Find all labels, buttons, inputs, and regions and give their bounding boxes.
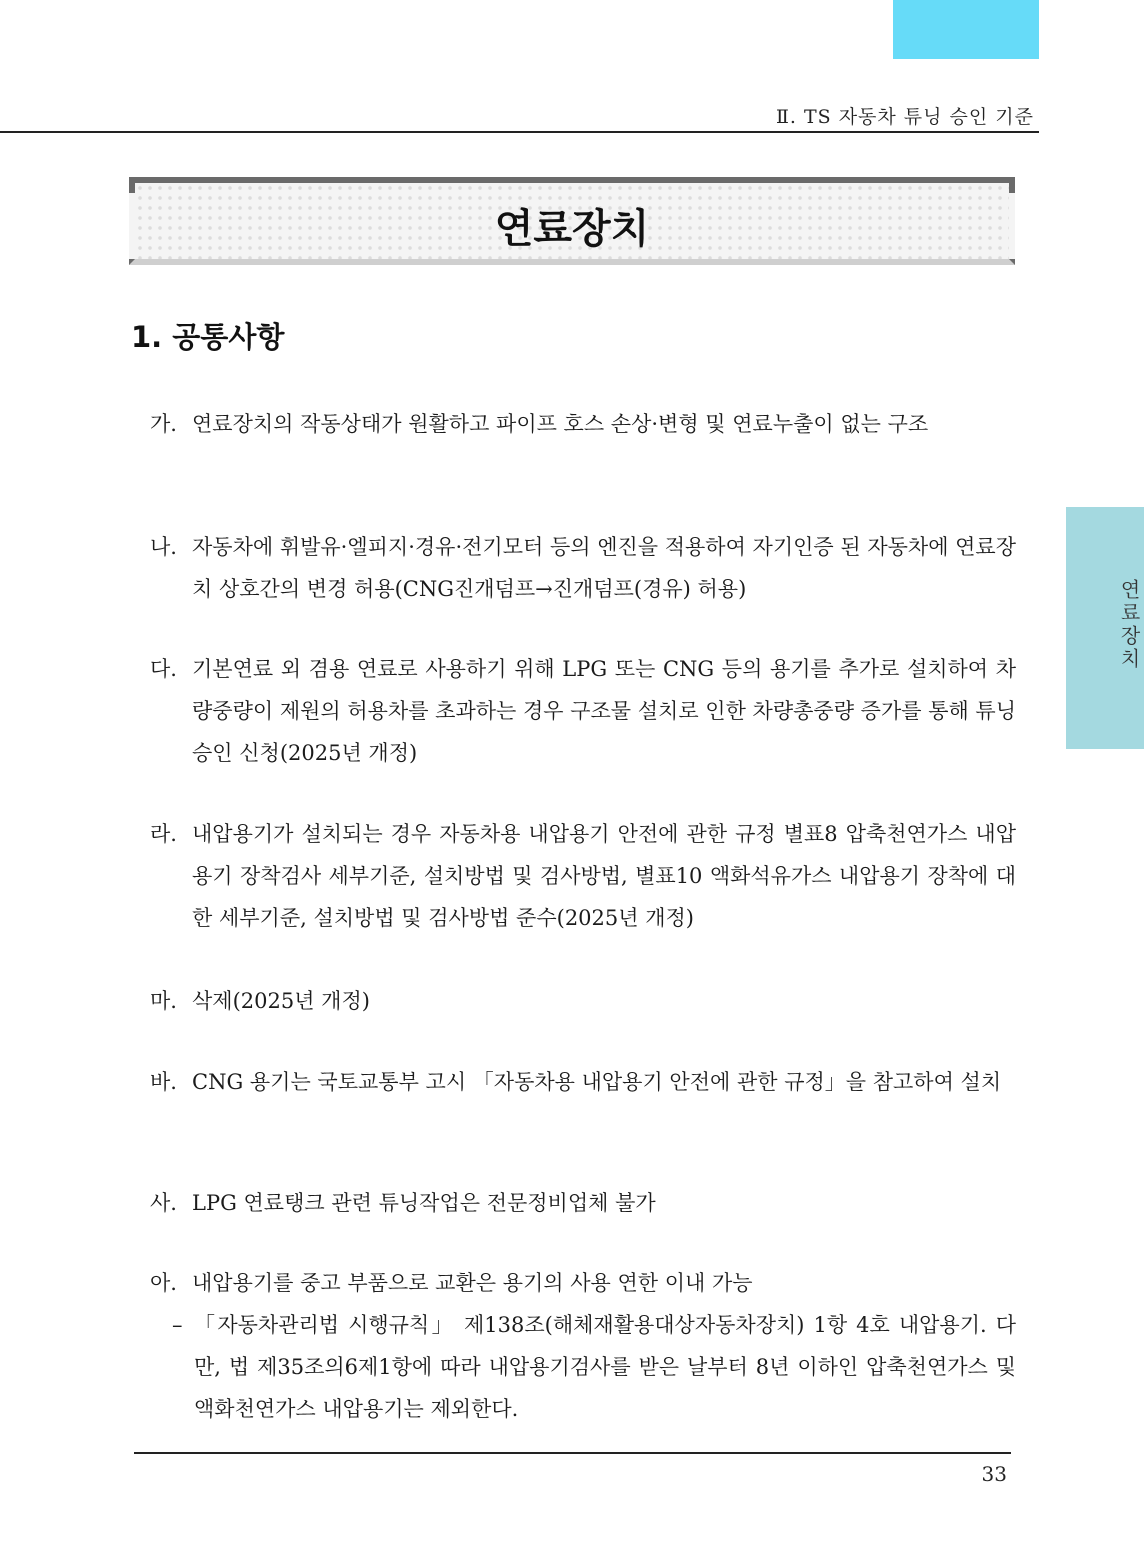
list-item-text: 연료장치의 작동상태가 원활하고 파이프 호스 손상·변형 및 연료누출이 없는 구조 bbox=[192, 412, 929, 436]
list-item-text: 「자동차관리법 시행규칙」 제138조(해체재활용대상자동차장치) 1항 4호 내압용기. 다만, 법 제35조의6제1항에 따라 내압용기검사를 받은 날부터 8년 이하인 압축천연가스 및 액화천연가스 내압용기는 제외한다. bbox=[194, 1313, 1016, 1421]
list-item-marker: 사. bbox=[150, 1191, 177, 1215]
list-item bbox=[150, 648, 1016, 774]
side-chapter-tab-label: 연료장치 bbox=[1117, 579, 1141, 671]
side-chapter-tab bbox=[1066, 507, 1144, 749]
corner-color-tab bbox=[893, 0, 1039, 59]
list-item-text: 삭제(2025년 개정) bbox=[192, 989, 370, 1013]
list-item-marker: 마. bbox=[150, 989, 177, 1013]
section-heading: 1. 공통사항 bbox=[131, 320, 285, 354]
list-item-text: LPG 연료탱크 관련 튜닝작업은 전문정비업체 불가 bbox=[192, 1191, 656, 1215]
list-item-text: CNG 용기는 국토교통부 고시 「자동차용 내압용기 안전에 관한 규정」을 참고하여 설치 bbox=[192, 1070, 1002, 1094]
list-item bbox=[150, 1061, 1016, 1103]
list-item bbox=[150, 1262, 1016, 1304]
list-item bbox=[150, 813, 1016, 939]
list-item-text: 내압용기를 중고 부품으로 교환은 용기의 사용 연한 이내 가능 bbox=[192, 1271, 753, 1295]
list-item-marker: – bbox=[172, 1313, 183, 1337]
list-item-text: 기본연료 외 겸용 연료로 사용하기 위해 LPG 또는 CNG 등의 용기를 추가로 설치하여 차량중량이 제원의 허용차를 초과하는 경우 구조물 설치로 인한 차량총중량 증가를 통해 튜닝승인 신청(2025년 개정) bbox=[192, 657, 1017, 765]
list-item-text: 내압용기가 설치되는 경우 자동차용 내압용기 안전에 관한 규정 별표8 압축천연가스 내압용기 장착검사 세부기준, 설치방법 및 검사방법, 별표10 액화석유가스 내압용기 장착에 대한 세부기준, 설치방법 및 검사방법 준수(2025년 개정) bbox=[192, 822, 1016, 930]
list-item-marker: 바. bbox=[150, 1070, 177, 1094]
list-item-marker: 다. bbox=[150, 657, 177, 681]
list-item bbox=[150, 980, 1016, 1022]
sub-list-item bbox=[150, 1304, 1016, 1430]
list-item bbox=[150, 403, 1016, 445]
page-number: 33 bbox=[981, 1462, 1007, 1486]
list-item bbox=[150, 1182, 1016, 1224]
list-item bbox=[150, 526, 1016, 610]
chapter-title-box bbox=[129, 177, 1015, 265]
list-item-text: 자동차에 휘발유·엘피지·경유·전기모터 등의 엔진을 적용하여 자기인증 된 자동차에 연료장치 상호간의 변경 허용(CNG진개덤프→진개덤프(경유) 허용) bbox=[192, 535, 1017, 601]
chapter-title: 연료장치 bbox=[494, 206, 650, 252]
list-item-marker: 나. bbox=[150, 535, 177, 559]
footer-rule bbox=[134, 1452, 1011, 1454]
header-rule bbox=[0, 131, 1039, 133]
list-item-marker: 가. bbox=[150, 412, 177, 436]
list-item-marker: 라. bbox=[150, 822, 177, 846]
list-item-marker: 아. bbox=[150, 1271, 177, 1295]
running-header: Ⅱ. TS 자동차 튜닝 승인 기준 bbox=[775, 106, 1034, 128]
